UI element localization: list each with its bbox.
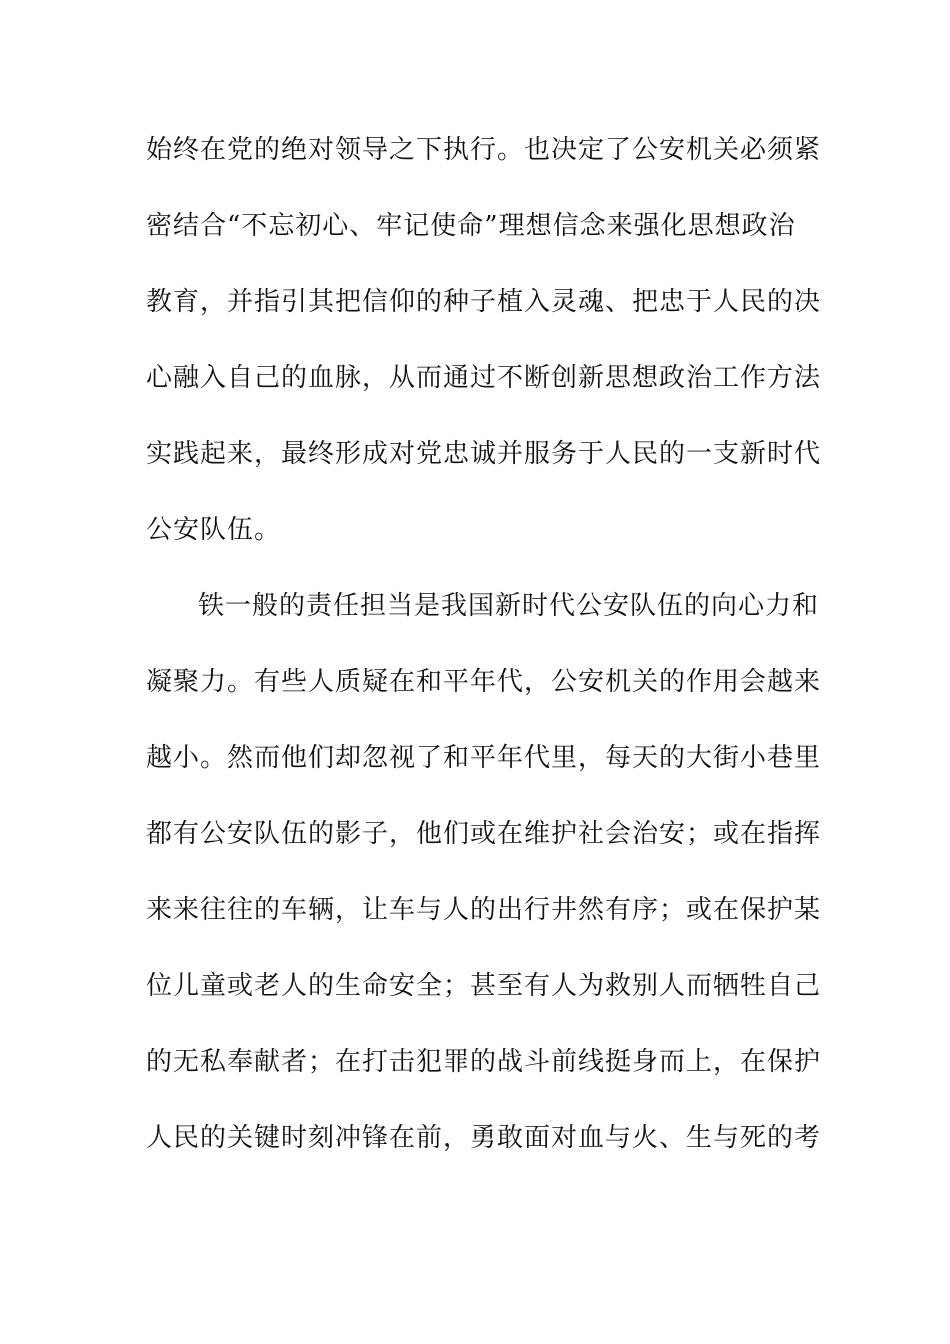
paragraph-1-line-2: 密结合“不忘初心、牢记使命”理想信念来强化思想政治 (146, 211, 796, 241)
paragraph-2-line-1: 铁一般的责任担当是我国新时代公安队伍的向心力和 (198, 591, 820, 621)
paragraph-1-line-3: 教育，并指引其把信仰的种子植入灵魂、把忠于人民的决 (146, 287, 822, 317)
paragraph-2-line-5: 来来往往的车辆，让车与人的出行井然有序；或在保护某 (146, 895, 822, 925)
paragraph-1-line-5: 实践起来，最终形成对党忠诚并服务于人民的一支新时代 (146, 439, 822, 469)
paragraph-2-line-6: 位儿童或老人的生命安全；甚至有人为救别人而牺牲自己 (146, 971, 822, 1001)
paragraph-1-line-1: 始终在党的绝对领导之下执行。也决定了公安机关必须紧 (146, 135, 822, 165)
paragraph-2-line-4: 都有公安队伍的影子，他们或在维护社会治安；或在指挥 (146, 819, 822, 849)
paragraph-2-line-2: 凝聚力。有些人质疑在和平年代，公安机关的作用会越来 (146, 667, 822, 697)
paragraph-2-line-3: 越小。然而他们却忽视了和平年代里，每天的大街小巷里 (146, 743, 822, 773)
paragraph-1-line-6: 公安队伍。 (146, 515, 282, 545)
paragraph-1-line-4: 心融入自己的血脉，从而通过不断创新思想政治工作方法 (146, 363, 822, 393)
paragraph-2-line-8: 人民的关键时刻冲锋在前，勇敢面对血与火、生与死的考 (146, 1123, 822, 1153)
paragraph-2-line-7: 的无私奉献者；在打击犯罪的战斗前线挺身而上，在保护 (146, 1047, 822, 1077)
